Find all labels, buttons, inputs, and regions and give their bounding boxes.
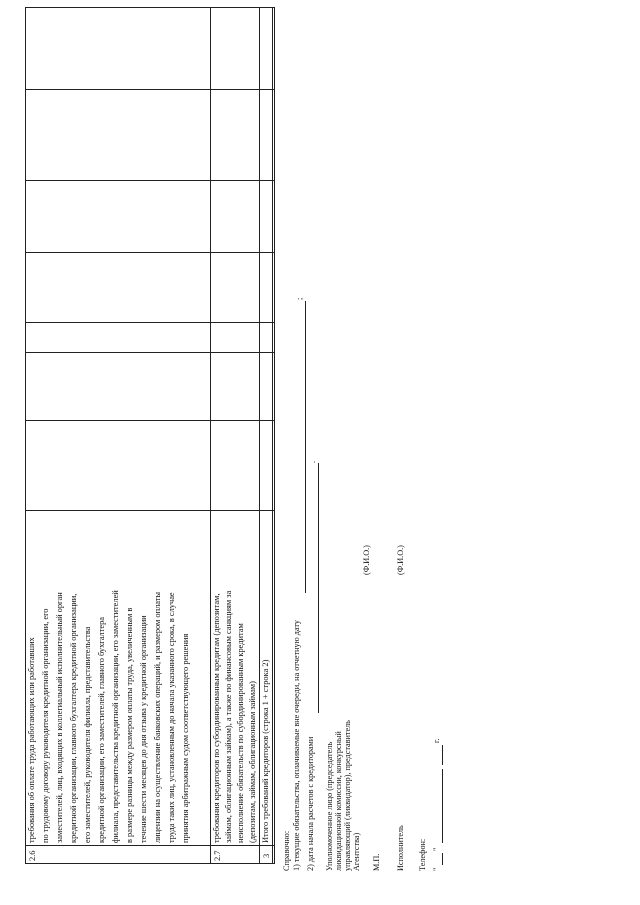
col-divider [25, 322, 274, 323]
blank-line-settlement-date[interactable] [318, 463, 319, 713]
table-row-divider [210, 7, 211, 864]
blank-month[interactable] [442, 769, 443, 843]
row-text-line: кредитной организации, его заместителей, главного бухгалтера [97, 617, 106, 843]
blank-day[interactable] [442, 853, 443, 865]
fio-label-authorized: (Ф.И.О.) [362, 545, 371, 575]
row-text-line: (депозитам, займам, облигационным займам) [248, 681, 257, 843]
phone-label: Телефон: [418, 838, 427, 871]
row-text-line: Итого требований кредиторов (строка 1 + строка 2) [261, 659, 270, 843]
row-text-line: течение шести месяцев до дня отзыва у кредитной организации [139, 615, 148, 843]
executor-label: Исполнитель [396, 825, 405, 871]
row-number: 3 [262, 853, 271, 858]
year-suffix: г. [432, 738, 441, 743]
col-divider-name [25, 510, 274, 511]
row-text-line: филиала, представительства кредитной организации, его заместителей [111, 590, 120, 843]
reference-item-2: 2) дата начала расчетов с кредиторами [306, 736, 315, 871]
row-text-line: по трудовому договору руководителя кредитной организации, его [41, 608, 50, 843]
table-border-top [25, 7, 26, 864]
row-number: 2.6 [28, 850, 37, 861]
row-text-line: кредитной организации, главного бухгалтера кредитной организации, [69, 593, 78, 843]
row-text-line: неисполнение обязательств по субординированным кредитам [236, 623, 245, 843]
col-divider [25, 180, 274, 181]
row-text-line: его заместителей, руководителя филиала, представительства [83, 626, 92, 843]
table-border-right [25, 7, 274, 8]
row-text-line: лицензии на осуществление банковских операций, и размером оплаты [153, 591, 162, 843]
row-text-line: труда таких лиц, установленным до начала указанного срока, в случае [167, 592, 176, 843]
authorized-person-line: Агентства) [352, 832, 361, 871]
row-text-line: требования об оплате труда работающих или работавших [27, 637, 36, 843]
authorized-person-line: Уполномоченное лицо (председатель [325, 741, 334, 871]
row-text-line: в размере разницы между размером оплаты труда, увеличенным в [125, 607, 134, 843]
col-divider [25, 352, 274, 353]
blank-year[interactable] [442, 745, 443, 765]
col-divider [25, 420, 274, 421]
col-divider [25, 252, 274, 253]
reference-title: Справочно: [282, 830, 291, 871]
table-row-divider [259, 7, 260, 864]
reference-item-1-end: ; [295, 297, 304, 300]
authorized-person-line: управляющий (ликвидатор), представитель [343, 720, 352, 871]
reference-item-1: 1) текущие обязательства, оплачиваемые вне очереди, на отчетную дату [292, 620, 301, 871]
reference-item-2-end: . [308, 460, 317, 463]
fio-label-executor: (Ф.И.О.) [396, 545, 405, 575]
row-text-line: заместителей, лиц, входящих в коллегиальный исполнительный орган [55, 592, 64, 843]
row-number: 2.7 [213, 850, 222, 861]
col-divider-num [25, 845, 274, 846]
date-open-quote: " [432, 867, 441, 871]
row-text-line: принятия арбитражным судом соответствующего решения [181, 633, 190, 843]
stamp-placeholder: М.П. [372, 853, 381, 871]
col-divider [25, 89, 274, 90]
table-border-bottom-inner [274, 7, 275, 864]
row-text-line: займам, облигационным займам), а также по финансовым санкциям за [224, 590, 233, 843]
authorized-person-line: ликвидационной комиссии, конкурсный [334, 731, 343, 871]
blank-line-current-obligations[interactable] [305, 301, 306, 593]
row-text-line: требования кредиторов по субординированным кредитам (депозитам, [212, 593, 221, 843]
date-close-quote: " [432, 847, 441, 851]
table-border-left [25, 863, 274, 864]
table-border-bottom [272, 7, 273, 864]
